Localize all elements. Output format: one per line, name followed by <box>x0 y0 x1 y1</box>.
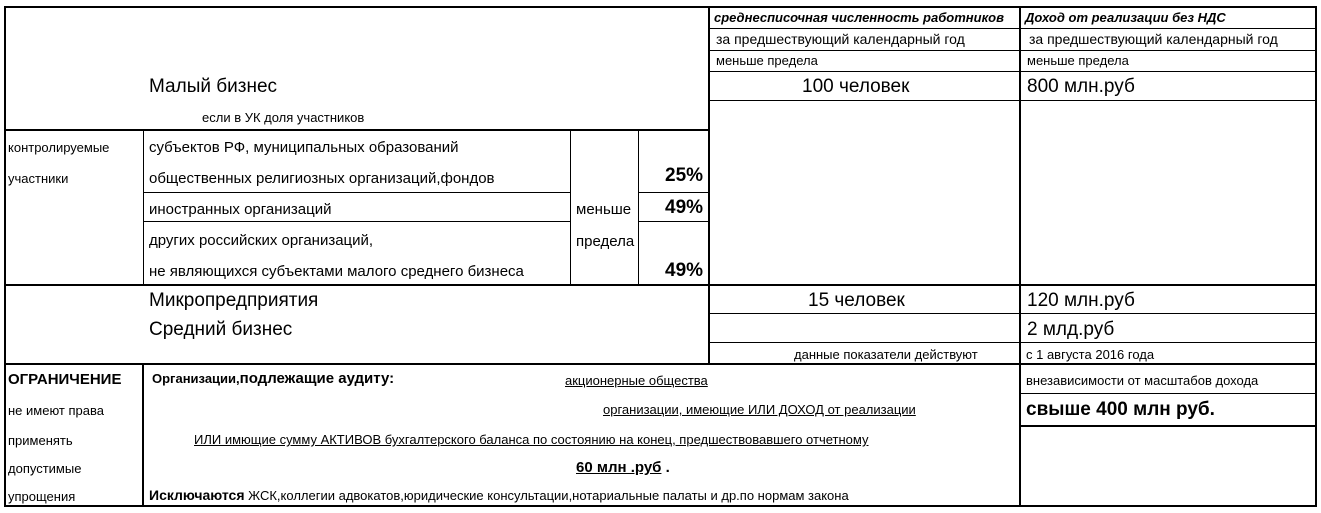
audit-bold: подлежащие аудиту: <box>239 370 395 387</box>
outer-border-right <box>1315 6 1317 507</box>
participants-row3-line2: не являющихся субъектами малого среднего бизнеса <box>149 263 524 280</box>
participants-row2: иностранных организаций <box>149 201 332 218</box>
header-employees-period: за предшествующий календарный год <box>716 31 965 47</box>
participants-row2-pct: 49% <box>665 197 704 218</box>
header-income-title: Доход от реализации без НДС <box>1025 10 1226 25</box>
income-organizations: организации, имеющие ИЛИ ДОХОД от реализации <box>603 402 916 417</box>
participants-row1-line2: общественных религиозных организаций,фондов <box>149 170 495 187</box>
participants-col-a <box>143 130 144 285</box>
participants-row1-line1: субъектов РФ, муниципальных образований <box>149 139 459 156</box>
restriction-line-2: не имеют права <box>8 403 104 418</box>
participants-row3-pct: 49% <box>665 260 704 281</box>
medium-title: Средний бизнес <box>149 319 293 340</box>
micro-income: 120 млн.руб <box>1027 290 1135 311</box>
micro-line <box>709 313 1316 314</box>
participants-row3-line1: других российских организаций, <box>149 232 374 249</box>
less-than-label-2: предела <box>576 233 635 250</box>
validity-text: данные показатели действуют <box>794 347 978 362</box>
header-line-4 <box>709 100 1316 101</box>
col-divider-left <box>708 6 710 364</box>
participants-label-2: участники <box>8 171 69 186</box>
small-business-title: Малый бизнес <box>149 76 278 97</box>
header-employees-title: среднесписочная численность работников <box>714 10 1004 25</box>
participants-bottom <box>4 284 1316 286</box>
assets-dot: . <box>661 459 670 476</box>
excluded-line <box>149 488 849 502</box>
participants-row-line-2 <box>143 221 571 222</box>
audit-prefix: Организации, <box>152 371 240 386</box>
small-business-employees: 100 человек <box>802 76 910 97</box>
header-income-period: за предшествующий календарный год <box>1029 31 1278 47</box>
header-employees-limit: меньше предела <box>716 53 818 68</box>
outer-border-top <box>4 6 1317 8</box>
assets-value: 60 млн .руб <box>576 459 662 476</box>
regardless-of-income: внезависимости от масштабов дохода <box>1026 373 1259 388</box>
over-amount-line <box>1020 425 1316 427</box>
header-line-3 <box>709 71 1316 72</box>
header-line-1 <box>709 28 1316 29</box>
micro-employees: 15 человек <box>808 290 905 311</box>
restriction-line-5: упрощения <box>8 489 76 504</box>
participants-top <box>4 129 710 131</box>
outer-border-bottom <box>4 505 1317 507</box>
participants-col-b <box>570 130 571 285</box>
header-income-limit: меньше предела <box>1027 53 1129 68</box>
validity-date: с 1 августа 2016 года <box>1026 347 1155 362</box>
micro-title: Микропредприятия <box>149 290 319 311</box>
less-than-label-1: меньше <box>576 201 632 218</box>
pct-line-2 <box>638 221 709 222</box>
regardless-line <box>1020 393 1316 394</box>
excluded-bold: Исключаются <box>149 487 245 503</box>
pct-line-1 <box>638 192 709 193</box>
restriction-line-4: допустимые <box>8 461 82 476</box>
audit-heading <box>152 371 394 387</box>
medium-income: 2 млд.руб <box>1027 319 1115 340</box>
header-line-2 <box>709 50 1316 51</box>
restriction-col-a <box>142 364 144 506</box>
over-amount: свыше 400 млн руб. <box>1026 399 1215 420</box>
joint-stock-companies: акционерные общества <box>565 373 708 388</box>
assets-value-line <box>576 460 670 475</box>
small-business-income: 800 млн.руб <box>1027 76 1135 97</box>
assets-criterion: ИЛИ имющие сумму АКТИВОВ бухгалтерского баланса по состоянию на конец, предшествовавшего отчетному <box>194 432 869 447</box>
participants-row-line-1 <box>143 192 571 193</box>
small-business-note: если в УК доля участников <box>202 110 365 125</box>
medium-line <box>709 342 1316 343</box>
participants-col-c <box>638 130 639 285</box>
col-divider-right <box>1019 6 1021 507</box>
restriction-line-3: применять <box>8 433 73 448</box>
participants-row1-pct: 25% <box>665 165 704 186</box>
restriction-title: ОГРАНИЧЕНИЕ <box>8 371 122 388</box>
outer-border-left <box>4 6 6 507</box>
restriction-top <box>4 363 1316 365</box>
participants-label-1: контролируемые <box>8 140 110 155</box>
excluded-text: ЖСК,коллегии адвокатов,юридические консультации,нотариальные палаты и др.по нормам закона <box>244 488 849 503</box>
